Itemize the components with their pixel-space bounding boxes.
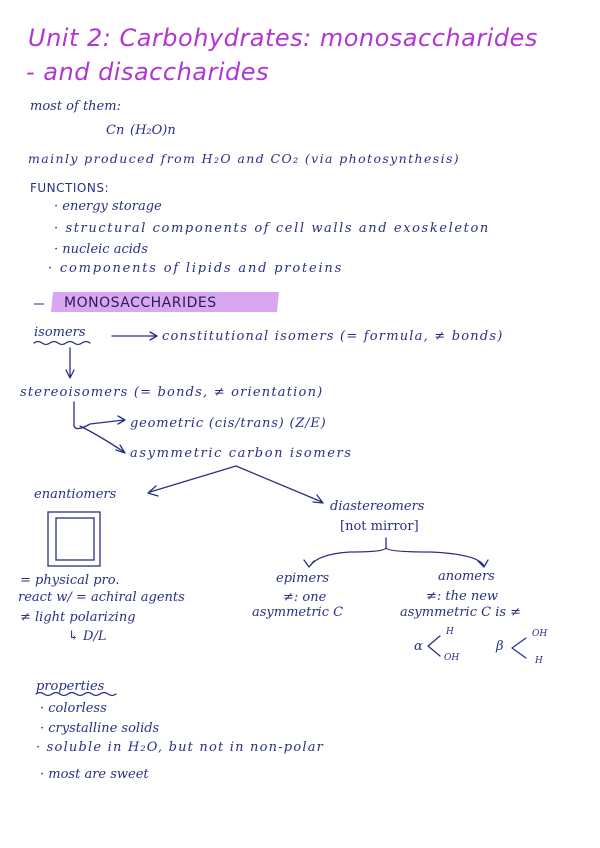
formula-h2o: (H₂O)n [130,123,176,138]
function-item: · structural components of cell walls and exoskeleton [54,221,490,236]
title-line-2: - and disaccharides [26,58,270,86]
diastereomers-label: diastereomers [330,499,425,514]
property-item: · colorless [40,701,107,716]
arrow-enantiomers [148,466,236,496]
function-item: · components of lipids and proteins [48,261,344,276]
epimers-label: epimers [276,571,330,586]
intro-produced: mainly produced from H₂O and CO₂ (via photosynthesis) [28,151,461,166]
arrow-asymmetric [80,426,125,453]
alpha-bracket [428,636,440,656]
enantio-note-1: = physical pro. [20,573,120,588]
properties-heading: properties [36,679,105,694]
epimers-note-2: asymmetric C [252,605,344,620]
property-item: · most are sweet [40,767,149,782]
property-item: · soluble in H₂O, but not in non-polar [36,740,325,755]
anomers-label: anomers [438,569,495,584]
isomers-underline [34,342,90,345]
formula-c: Cn [106,123,125,138]
alpha-symbol: α [414,639,423,654]
functions-heading: FUNCTIONS: [30,181,109,195]
section-label: MONOSACCHARIDES [64,295,217,311]
enantio-note-3: ≠ light polarizing [20,610,136,625]
anomers-note-2: asymmetric C is ≠ [400,605,522,620]
arrow-constitutional [112,332,157,340]
property-item: · crystalline solids [40,721,160,736]
properties-underline [36,693,116,696]
beta-top: OH [532,629,548,639]
beta-symbol: β [496,639,504,654]
title-line-1: Unit 2: Carbohydrates: monosaccharides [28,24,538,52]
enantiomer-mirror-icon [48,512,100,566]
arrow-geometric [74,402,125,429]
enantiomers-label: enantiomers [34,487,117,502]
stereoisomers-label: stereoisomers (= bonds, ≠ orientation) [20,385,324,400]
enantio-note-2: react w/ = achiral agents [18,590,185,605]
anomers-note-1: ≠: the new [426,589,499,604]
alpha-bottom: OH [444,653,460,663]
beta-bottom: H [535,656,543,666]
intro-most: most of them: [30,99,121,114]
alpha-top: H [446,627,454,637]
not-mirror-label: [not mirror] [340,519,419,534]
arrow-diastereomers [236,466,323,503]
geometric-label: geometric (cis/trans) (Z/E) [130,416,327,431]
function-item: · nucleic acids [54,242,148,257]
asymmetric-label: asymmetric carbon isomers [130,446,353,461]
constitutional-label: constitutional isomers (= formula, ≠ bonds) [162,329,504,344]
enantio-note-4: ↳ D/L [68,629,107,644]
isomers-label: isomers [34,325,86,340]
beta-bracket [512,638,526,658]
bracket-diastereomers [304,538,386,567]
arrow-stereo [66,348,74,378]
bracket-anomers [386,548,488,567]
function-item: · energy storage [54,199,162,214]
epimers-note-1: ≠: one [283,590,327,605]
